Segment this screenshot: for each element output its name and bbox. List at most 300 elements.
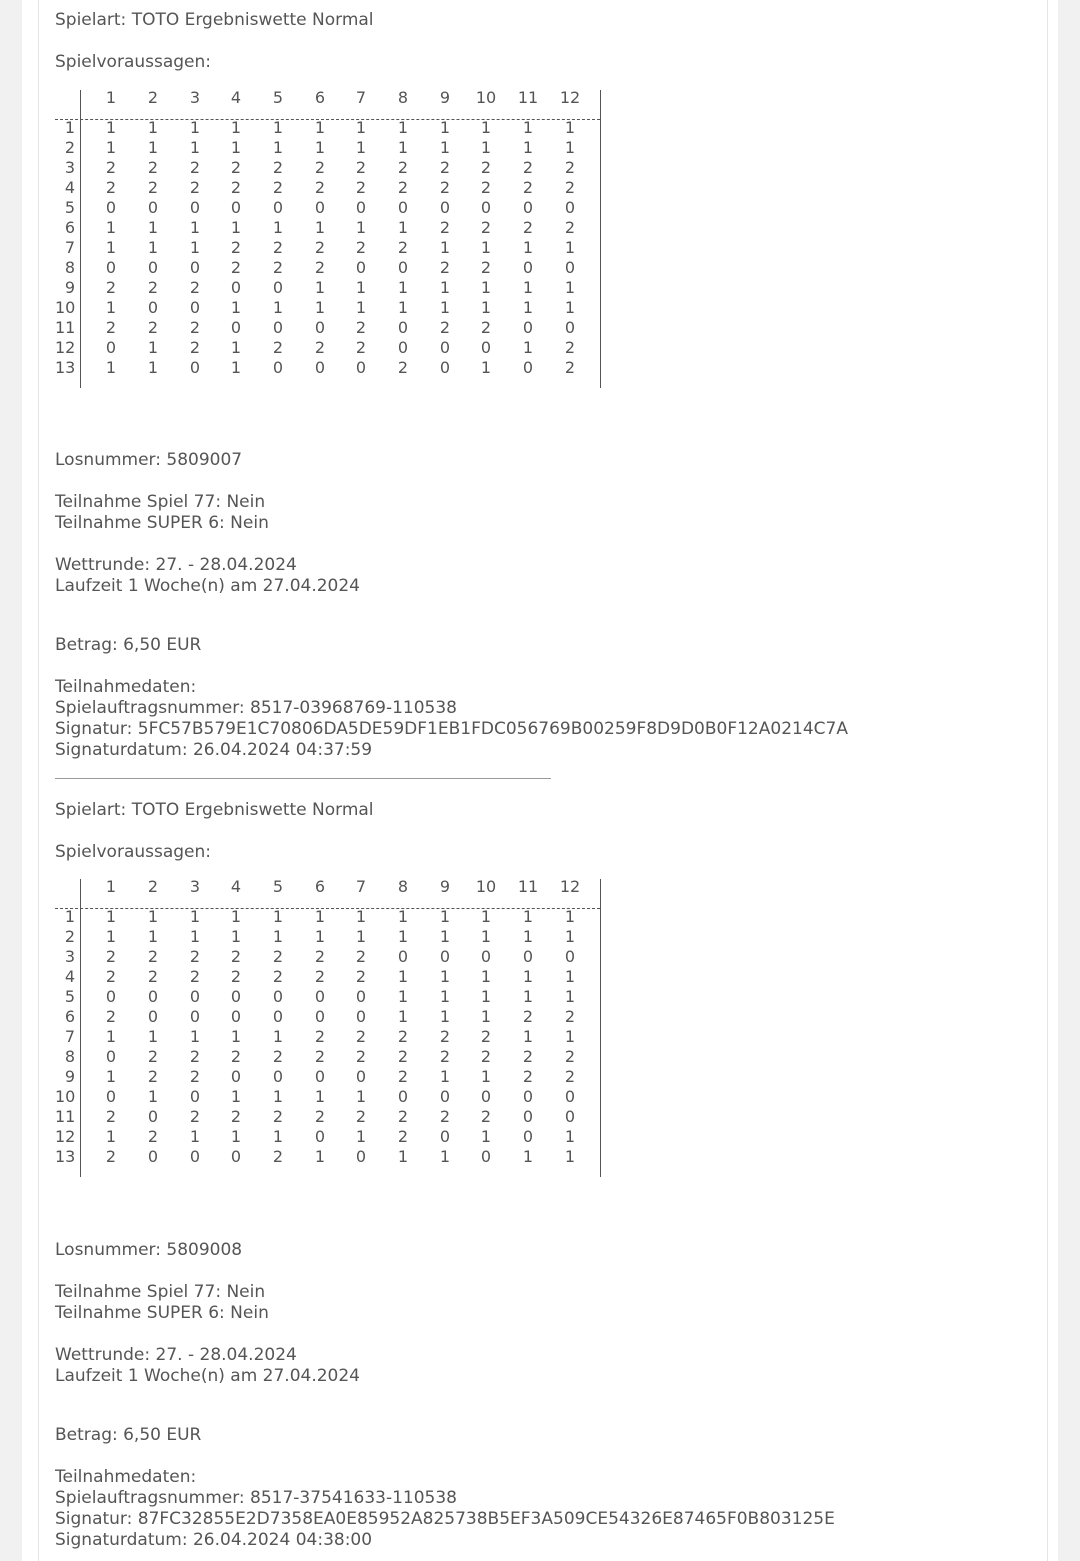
prediction-cell: 2 [105, 967, 117, 986]
grid-row [55, 218, 615, 238]
prediction-cell: 1 [105, 138, 117, 157]
prediction-cell: 0 [522, 1107, 534, 1126]
prediction-cell: 0 [272, 318, 284, 337]
prediction-cell: 0 [397, 1087, 409, 1106]
prediction-cell: 2 [189, 178, 201, 197]
prediction-cell: 2 [480, 218, 492, 237]
prediction-cell: 0 [355, 198, 367, 217]
grid-row [55, 1027, 615, 1047]
prediction-cell: 2 [480, 158, 492, 177]
column-header: 9 [439, 877, 451, 896]
prediction-cell: 1 [480, 138, 492, 157]
prediction-cell: 2 [355, 158, 367, 177]
grid-row [55, 138, 615, 158]
prediction-cell: 2 [397, 178, 409, 197]
prediction-cell: 1 [230, 1027, 242, 1046]
prediction-cell: 1 [147, 927, 159, 946]
prediction-cell: 0 [397, 198, 409, 217]
prediction-cell: 2 [397, 158, 409, 177]
row-label: 2 [64, 138, 75, 157]
prediction-cell: 2 [314, 178, 326, 197]
prediction-cell: 1 [105, 1067, 117, 1086]
prediction-cell: 2 [272, 338, 284, 357]
prediction-cell: 1 [230, 218, 242, 237]
prediction-cell: 1 [522, 987, 534, 1006]
prediction-cell: 2 [397, 1127, 409, 1146]
prediction-cell: 2 [564, 1047, 576, 1066]
prediction-cell: 0 [230, 318, 242, 337]
prediction-cell: 1 [355, 118, 367, 137]
prediction-cell: 0 [189, 298, 201, 317]
prediction-cell: 0 [147, 1147, 159, 1166]
spielvoraussagen-label: Spielvoraussagen: [55, 52, 212, 72]
prediction-cell: 1 [230, 338, 242, 357]
column-header: 3 [189, 88, 201, 107]
prediction-cell: 2 [189, 1107, 201, 1126]
prediction-cell: 1 [314, 907, 326, 926]
prediction-cell: 2 [272, 238, 284, 257]
prediction-cell: 2 [230, 947, 242, 966]
prediction-cell: 1 [230, 907, 242, 926]
prediction-cell: 2 [147, 1067, 159, 1086]
prediction-cell: 1 [105, 298, 117, 317]
prediction-cell: 2 [147, 947, 159, 966]
prediction-cell: 0 [564, 258, 576, 277]
prediction-cell: 1 [564, 907, 576, 926]
prediction-cell: 2 [272, 178, 284, 197]
prediction-cell: 2 [272, 258, 284, 277]
grid-header-row [55, 877, 615, 897]
column-header: 11 [517, 88, 539, 107]
prediction-cell: 1 [272, 927, 284, 946]
prediction-cell: 2 [522, 1007, 534, 1026]
prediction-cell: 1 [314, 927, 326, 946]
row-label: 2 [64, 927, 75, 946]
prediction-cell: 0 [147, 1107, 159, 1126]
prediction-cell: 0 [564, 1107, 576, 1126]
prediction-cell: 0 [230, 1147, 242, 1166]
grid-row [55, 1067, 615, 1087]
prediction-cell: 0 [439, 358, 451, 377]
spielauftragsnummer: Spielauftragsnummer: 8517-37541633-110538 [55, 1488, 457, 1508]
grid-row [55, 318, 615, 338]
prediction-cell: 0 [397, 318, 409, 337]
prediction-cell: 1 [480, 118, 492, 137]
grid-row [55, 1047, 615, 1067]
prediction-cell: 1 [522, 238, 534, 257]
signatur: Signatur: 87FC32855E2D7358EA0E85952A825738B5EF3A509CE54326E87465F0B803125E [55, 1509, 835, 1529]
prediction-cell: 2 [147, 278, 159, 297]
prediction-cell: 2 [355, 947, 367, 966]
column-header: 6 [314, 88, 326, 107]
grid-row [55, 358, 615, 378]
prediction-cell: 2 [105, 158, 117, 177]
prediction-cell: 1 [147, 358, 159, 377]
prediction-cell: 2 [272, 1107, 284, 1126]
row-label: 11 [55, 318, 76, 337]
spielart-label: Spielart: TOTO Ergebniswette Normal [55, 10, 374, 30]
prediction-cell: 2 [147, 158, 159, 177]
prediction-cell: 2 [355, 1027, 367, 1046]
prediction-cell: 0 [314, 987, 326, 1006]
prediction-cell: 1 [564, 118, 576, 137]
prediction-cell: 0 [397, 338, 409, 357]
prediction-cell: 0 [272, 358, 284, 377]
predictions-grid [55, 88, 615, 392]
row-label: 3 [64, 947, 75, 966]
prediction-cell: 2 [230, 238, 242, 257]
prediction-cell: 2 [105, 178, 117, 197]
prediction-cell: 1 [439, 118, 451, 137]
prediction-cell: 1 [230, 118, 242, 137]
prediction-cell: 2 [189, 278, 201, 297]
prediction-cell: 2 [105, 278, 117, 297]
prediction-cell: 0 [397, 258, 409, 277]
prediction-cell: 1 [189, 927, 201, 946]
prediction-cell: 0 [439, 338, 451, 357]
prediction-cell: 1 [480, 1007, 492, 1026]
prediction-cell: 0 [272, 278, 284, 297]
prediction-cell: 1 [355, 298, 367, 317]
column-header: 10 [475, 877, 497, 896]
prediction-cell: 1 [272, 118, 284, 137]
prediction-cell: 2 [105, 1147, 117, 1166]
prediction-cell: 1 [522, 138, 534, 157]
prediction-cell: 0 [355, 987, 367, 1006]
prediction-cell: 0 [230, 1007, 242, 1026]
prediction-cell: 1 [480, 238, 492, 257]
prediction-cell: 0 [522, 318, 534, 337]
prediction-cell: 0 [147, 298, 159, 317]
prediction-cell: 2 [439, 1047, 451, 1066]
prediction-cell: 1 [105, 238, 117, 257]
prediction-cell: 0 [522, 258, 534, 277]
prediction-cell: 1 [189, 1027, 201, 1046]
prediction-cell: 1 [522, 907, 534, 926]
prediction-cell: 2 [480, 1027, 492, 1046]
predictions-grid [55, 877, 615, 1181]
prediction-cell: 2 [439, 318, 451, 337]
prediction-cell: 0 [314, 1127, 326, 1146]
column-header: 8 [397, 88, 409, 107]
row-label: 1 [64, 118, 75, 137]
prediction-cell: 2 [147, 1047, 159, 1066]
wettrunde: Wettrunde: 27. - 28.04.2024 [55, 555, 297, 575]
prediction-cell: 1 [439, 927, 451, 946]
prediction-cell: 1 [480, 1067, 492, 1086]
prediction-cell: 2 [397, 1107, 409, 1126]
prediction-cell: 1 [480, 278, 492, 297]
column-header: 10 [475, 88, 497, 107]
prediction-cell: 2 [480, 1107, 492, 1126]
prediction-cell: 2 [230, 178, 242, 197]
prediction-cell: 2 [105, 1007, 117, 1026]
prediction-cell: 2 [564, 338, 576, 357]
row-label: 6 [64, 218, 75, 237]
prediction-cell: 1 [314, 298, 326, 317]
prediction-cell: 1 [480, 907, 492, 926]
prediction-cell: 1 [272, 907, 284, 926]
prediction-cell: 1 [147, 218, 159, 237]
row-label: 5 [64, 987, 75, 1006]
prediction-cell: 1 [272, 298, 284, 317]
prediction-cell: 2 [480, 1047, 492, 1066]
prediction-cell: 1 [439, 138, 451, 157]
row-label: 3 [64, 158, 75, 177]
prediction-cell: 2 [480, 178, 492, 197]
prediction-cell: 1 [189, 218, 201, 237]
column-header: 1 [105, 88, 117, 107]
row-label: 9 [64, 1067, 75, 1086]
prediction-cell: 2 [522, 158, 534, 177]
prediction-cell: 1 [189, 1127, 201, 1146]
prediction-cell: 2 [522, 1047, 534, 1066]
prediction-cell: 2 [189, 967, 201, 986]
column-header: 5 [272, 88, 284, 107]
prediction-cell: 0 [230, 278, 242, 297]
prediction-cell: 1 [230, 298, 242, 317]
prediction-cell: 1 [439, 907, 451, 926]
prediction-cell: 1 [272, 1127, 284, 1146]
prediction-cell: 2 [397, 1067, 409, 1086]
prediction-cell: 1 [355, 278, 367, 297]
column-header: 9 [439, 88, 451, 107]
column-header: 5 [272, 877, 284, 896]
prediction-cell: 0 [230, 198, 242, 217]
signaturdatum: Signaturdatum: 26.04.2024 04:38:00 [55, 1530, 373, 1550]
prediction-cell: 0 [272, 198, 284, 217]
prediction-cell: 1 [147, 1087, 159, 1106]
prediction-cell: 2 [105, 1107, 117, 1126]
prediction-cell: 1 [564, 278, 576, 297]
prediction-cell: 1 [314, 1087, 326, 1106]
prediction-cell: 0 [522, 947, 534, 966]
grid-row [55, 158, 615, 178]
prediction-cell: 0 [522, 1087, 534, 1106]
prediction-cell: 1 [105, 118, 117, 137]
prediction-cell: 0 [272, 1067, 284, 1086]
grid-row [55, 1127, 615, 1147]
prediction-cell: 1 [314, 118, 326, 137]
prediction-cell: 2 [355, 318, 367, 337]
prediction-cell: 1 [480, 967, 492, 986]
column-header: 7 [355, 877, 367, 896]
prediction-cell: 0 [230, 1067, 242, 1086]
grid-row [55, 1087, 615, 1107]
prediction-cell: 1 [147, 338, 159, 357]
prediction-cell: 0 [189, 358, 201, 377]
prediction-cell: 0 [189, 1007, 201, 1026]
prediction-cell: 1 [439, 278, 451, 297]
super6-participation: Teilnahme SUPER 6: Nein [55, 513, 269, 533]
prediction-cell: 1 [522, 967, 534, 986]
prediction-cell: 1 [522, 338, 534, 357]
column-header: 4 [230, 877, 242, 896]
prediction-cell: 0 [564, 1087, 576, 1106]
prediction-cell: 1 [480, 298, 492, 317]
spielvoraussagen-label: Spielvoraussagen: [55, 842, 212, 862]
prediction-cell: 1 [439, 1067, 451, 1086]
prediction-cell: 0 [355, 1067, 367, 1086]
prediction-cell: 1 [522, 298, 534, 317]
prediction-cell: 2 [189, 947, 201, 966]
prediction-cell: 0 [314, 358, 326, 377]
column-header: 12 [559, 88, 581, 107]
prediction-cell: 1 [564, 298, 576, 317]
prediction-cell: 0 [105, 258, 117, 277]
prediction-cell: 1 [480, 927, 492, 946]
row-label: 4 [64, 967, 75, 986]
prediction-cell: 2 [522, 218, 534, 237]
prediction-cell: 2 [189, 158, 201, 177]
prediction-cell: 2 [397, 358, 409, 377]
prediction-cell: 1 [105, 358, 117, 377]
prediction-cell: 1 [314, 218, 326, 237]
prediction-cell: 2 [355, 178, 367, 197]
prediction-cell: 1 [355, 907, 367, 926]
prediction-cell: 2 [272, 158, 284, 177]
row-label: 13 [55, 358, 76, 377]
prediction-cell: 0 [522, 198, 534, 217]
betrag: Betrag: 6,50 EUR [55, 1425, 202, 1445]
grid-row [55, 1007, 615, 1027]
prediction-cell: 1 [439, 298, 451, 317]
grid-row [55, 1147, 615, 1167]
column-header: 2 [147, 88, 159, 107]
prediction-cell: 1 [314, 278, 326, 297]
prediction-cell: 1 [230, 1127, 242, 1146]
wettrunde: Wettrunde: 27. - 28.04.2024 [55, 1345, 297, 1365]
grid-row [55, 927, 615, 947]
prediction-cell: 0 [189, 1147, 201, 1166]
prediction-cell: 1 [564, 1147, 576, 1166]
prediction-cell: 1 [564, 138, 576, 157]
prediction-cell: 0 [355, 258, 367, 277]
prediction-cell: 1 [230, 138, 242, 157]
prediction-cell: 1 [147, 238, 159, 257]
prediction-cell: 0 [147, 1007, 159, 1026]
grid-row [55, 967, 615, 987]
prediction-cell: 1 [147, 118, 159, 137]
prediction-cell: 0 [147, 258, 159, 277]
prediction-cell: 1 [105, 927, 117, 946]
grid-row [55, 278, 615, 298]
prediction-cell: 2 [314, 338, 326, 357]
grid-row [55, 118, 615, 138]
teilnahmedaten-label: Teilnahmedaten: [55, 677, 197, 697]
prediction-cell: 1 [480, 358, 492, 377]
prediction-cell: 2 [189, 1067, 201, 1086]
laufzeit: Laufzeit 1 Woche(n) am 27.04.2024 [55, 1366, 360, 1386]
prediction-cell: 0 [355, 1007, 367, 1026]
prediction-cell: 2 [564, 218, 576, 237]
prediction-cell: 1 [397, 987, 409, 1006]
prediction-cell: 0 [564, 947, 576, 966]
section-divider [55, 778, 551, 779]
prediction-cell: 1 [480, 1127, 492, 1146]
grid-row [55, 947, 615, 967]
prediction-cell: 0 [189, 198, 201, 217]
prediction-cell: 1 [397, 138, 409, 157]
grid-row [55, 338, 615, 358]
prediction-cell: 1 [355, 927, 367, 946]
prediction-cell: 2 [397, 1027, 409, 1046]
prediction-cell: 0 [272, 987, 284, 1006]
prediction-cell: 2 [355, 1107, 367, 1126]
prediction-cell: 0 [480, 1147, 492, 1166]
row-label: 10 [55, 298, 76, 317]
prediction-cell: 1 [522, 927, 534, 946]
prediction-cell: 0 [439, 947, 451, 966]
prediction-cell: 2 [314, 238, 326, 257]
prediction-cell: 2 [480, 318, 492, 337]
prediction-cell: 2 [439, 1107, 451, 1126]
prediction-cell: 1 [147, 138, 159, 157]
row-label: 4 [64, 178, 75, 197]
prediction-cell: 0 [480, 1087, 492, 1106]
row-label: 7 [64, 1027, 75, 1046]
prediction-cell: 0 [314, 1067, 326, 1086]
prediction-cell: 0 [189, 987, 201, 1006]
prediction-cell: 1 [564, 1027, 576, 1046]
prediction-cell: 2 [439, 218, 451, 237]
prediction-cell: 0 [105, 198, 117, 217]
row-label: 12 [55, 338, 76, 357]
prediction-cell: 1 [564, 987, 576, 1006]
prediction-cell: 0 [314, 1007, 326, 1026]
prediction-cell: 1 [522, 278, 534, 297]
prediction-cell: 1 [230, 1087, 242, 1106]
row-label: 1 [64, 907, 75, 926]
prediction-cell: 1 [397, 1147, 409, 1166]
prediction-cell: 1 [105, 1027, 117, 1046]
grid-row [55, 987, 615, 1007]
prediction-cell: 2 [355, 238, 367, 257]
prediction-cell: 2 [147, 1127, 159, 1146]
prediction-cell: 1 [439, 238, 451, 257]
row-label: 8 [64, 258, 75, 277]
prediction-cell: 0 [439, 198, 451, 217]
prediction-cell: 1 [272, 1027, 284, 1046]
prediction-cell: 0 [230, 987, 242, 1006]
prediction-cell: 0 [480, 947, 492, 966]
prediction-cell: 0 [189, 258, 201, 277]
prediction-cell: 0 [439, 1087, 451, 1106]
row-label: 6 [64, 1007, 75, 1026]
prediction-cell: 1 [397, 278, 409, 297]
prediction-cell: 2 [355, 338, 367, 357]
grid-row [55, 258, 615, 278]
prediction-cell: 0 [355, 358, 367, 377]
prediction-cell: 0 [105, 1047, 117, 1066]
prediction-cell: 0 [355, 1147, 367, 1166]
row-label: 9 [64, 278, 75, 297]
row-label: 11 [55, 1107, 76, 1126]
signaturdatum: Signaturdatum: 26.04.2024 04:37:59 [55, 740, 373, 760]
laufzeit: Laufzeit 1 Woche(n) am 27.04.2024 [55, 576, 360, 596]
prediction-cell: 1 [355, 1087, 367, 1106]
prediction-cell: 2 [105, 947, 117, 966]
prediction-cell: 0 [314, 318, 326, 337]
prediction-cell: 1 [230, 358, 242, 377]
prediction-cell: 1 [397, 218, 409, 237]
row-label: 8 [64, 1047, 75, 1066]
spielauftragsnummer: Spielauftragsnummer: 8517-03968769-110538 [55, 698, 457, 718]
prediction-cell: 2 [355, 967, 367, 986]
grid-row [55, 198, 615, 218]
prediction-cell: 2 [230, 1047, 242, 1066]
losnummer: Losnummer: 5809007 [55, 450, 243, 470]
